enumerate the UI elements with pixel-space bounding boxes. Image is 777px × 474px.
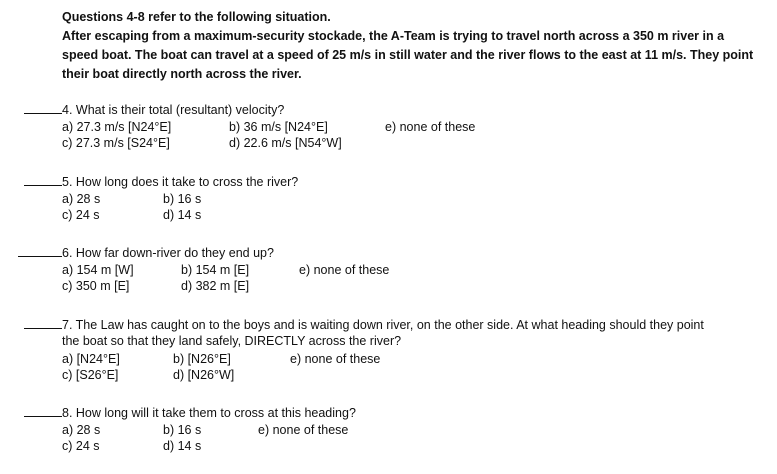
- option-e: e) none of these: [385, 120, 476, 134]
- question-prompt: 4. What is their total (resultant) velocity?: [62, 103, 285, 117]
- intro-body: After escaping from a maximum-security stockade, the A-Team is trying to travel north across a 350 m river in a speed boat. The boat can travel at a speed of 25 m/s in still water and the river flows to the east at 11 m/s. They point their boat directly north across the river.: [62, 29, 754, 81]
- answer-blank[interactable]: [18, 244, 62, 257]
- intro-heading: Questions 4-8 refer to the following situation.: [62, 10, 331, 24]
- question-7: [24, 316, 704, 334]
- option-d: d) 14 s: [163, 439, 202, 453]
- option-e: e) none of these: [299, 263, 390, 277]
- option-a: a) 28 s: [62, 423, 101, 437]
- question-prompt: 6. How far down-river do they end up?: [62, 246, 274, 260]
- intro-block: [62, 8, 762, 84]
- question-4: [24, 101, 284, 119]
- option-a: a) 154 m [W]: [62, 263, 134, 277]
- answer-blank[interactable]: [24, 173, 62, 186]
- option-a: a) [N24°E]: [62, 352, 120, 366]
- option-c: c) 27.3 m/s [S24°E]: [62, 136, 170, 150]
- answer-blank[interactable]: [24, 404, 62, 417]
- option-b: b) 36 m/s [N24°E]: [229, 120, 328, 134]
- option-d: d) [N26°W]: [173, 368, 235, 382]
- question-prompt: 8. How long will it take them to cross at this heading?: [62, 406, 356, 420]
- option-e: e) none of these: [258, 423, 349, 437]
- option-d: d) 14 s: [163, 208, 202, 222]
- option-c: c) 24 s: [62, 208, 100, 222]
- option-d: d) 382 m [E]: [181, 279, 250, 293]
- option-c: c) [S26°E]: [62, 368, 119, 382]
- option-b: b) 154 m [E]: [181, 263, 250, 277]
- option-c: c) 24 s: [62, 439, 100, 453]
- option-c: c) 350 m [E]: [62, 279, 130, 293]
- answer-blank[interactable]: [24, 101, 62, 114]
- option-b: b) [N26°E]: [173, 352, 231, 366]
- question-8: [24, 404, 356, 422]
- option-a: a) 27.3 m/s [N24°E]: [62, 120, 172, 134]
- option-b: b) 16 s: [163, 423, 202, 437]
- question-5: [24, 173, 298, 191]
- option-b: b) 16 s: [163, 192, 202, 206]
- question-prompt-line-1: 7. The Law has caught on to the boys and is waiting down river, on the other side. At what heading should they point: [62, 318, 704, 332]
- option-a: a) 28 s: [62, 192, 101, 206]
- question-6: [18, 244, 274, 262]
- answer-blank[interactable]: [24, 316, 62, 329]
- question-prompt-line-2: the boat so that they land safely, DIRECTLY across the river?: [62, 334, 402, 348]
- option-d: d) 22.6 m/s [N54°W]: [229, 136, 342, 150]
- question-prompt: 5. How long does it take to cross the river?: [62, 175, 299, 189]
- option-e: e) none of these: [290, 352, 381, 366]
